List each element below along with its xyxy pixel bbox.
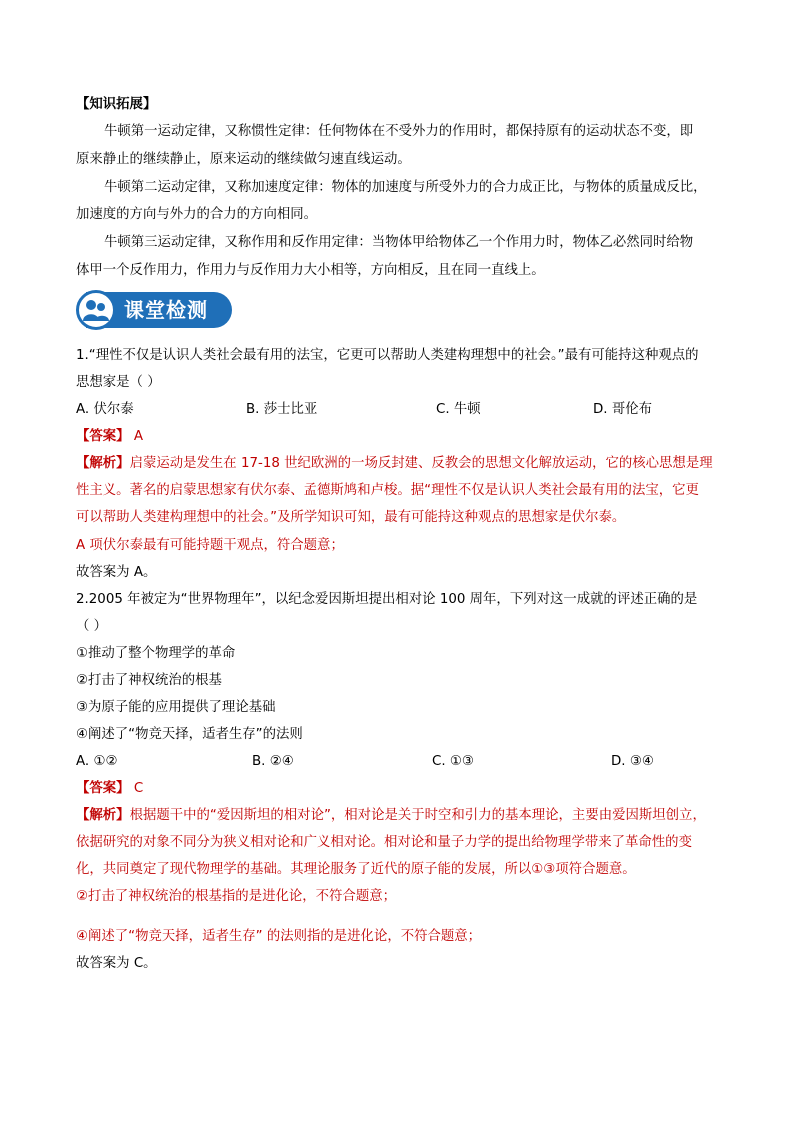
- q2-analysis-label: 【解析】: [76, 808, 130, 823]
- q1-conclusion: 故答案为 A。: [76, 565, 157, 580]
- law3-line1: 牛顿第三运动定律，又称作用和反作用定律：当物体甲给物体乙一个作用力时，物体乙必然同时给物: [104, 235, 694, 250]
- q2-option-b: B. ②④: [252, 754, 294, 769]
- q2-item-1: ①推动了整个物理学的革命: [76, 646, 236, 661]
- q2-conclusion: 故答案为 C。: [76, 956, 157, 971]
- q2-stem-line2: （ ）: [76, 619, 108, 634]
- q1-option-c: C. 牛顿: [436, 402, 481, 417]
- law2-line1: 牛顿第二运动定律，又称加速度定律：物体的加速度与所受外力的合力成正比，与物体的质量成反比，: [104, 180, 707, 195]
- q2-analysis-line5: ④阐述了“物竞天择，适者生存” 的法则指的是进化论，不符合题意；: [76, 929, 482, 944]
- q2-option-a: A. ①②: [76, 754, 118, 769]
- q2-analysis-line2: 依据研究的对象不同分为狭义相对论和广义相对论。相对论和量子力学的提出给物理学带来了革命性的变: [76, 835, 692, 850]
- q1-option-b: B. 莎士比亚: [246, 402, 318, 417]
- law3-line2: 体甲一个反作用力，作用力与反作用力大小相等，方向相反，且在同一直线上。: [76, 263, 545, 278]
- q2-analysis-text1: 根据题干中的“爱因斯坦的相对论”，相对论是关于时空和引力的基本理论，主要由爱因斯坦创立，: [129, 808, 706, 823]
- q1-stem-line1: 1.“理性不仅是认识人类社会最有用的法宝，它更可以帮助人类建构理想中的社会。”最有可能持这种观点的: [76, 348, 699, 363]
- q2-item-2: ②打击了神权统治的根基: [76, 673, 222, 688]
- law1-line1: 牛顿第一运动定律，又称惯性定律：任何物体在不受外力的作用时，都保持原有的运动状态不变，即: [104, 124, 694, 139]
- q2-analysis-line3: 化，共同奠定了现代物理学的基础。其理论服务了近代的原子能的发展，所以①③项符合题意。: [76, 862, 636, 877]
- q1-stem-line2: 思想家是（ ）: [76, 375, 161, 390]
- q1-analysis-line3: 可以帮助人类建构理想中的社会。”及所学知识可知，最有可能持这种观点的思想家是伏尔泰。: [76, 510, 626, 525]
- q2-option-d: D. ③④: [611, 754, 654, 769]
- law1-line2: 原来静止的继续静止，原来运动的继续做匀速直线运动。: [76, 152, 411, 167]
- q1-analysis-line2: 性主义。著名的启蒙思想家有伏尔泰、孟德斯鸠和卢梭。据“理性不仅是认识人类社会最有用的法宝，它更: [76, 483, 699, 498]
- q1-option-a: A. 伏尔泰: [76, 402, 134, 417]
- q1-answer: [76, 428, 143, 446]
- q2-analysis-line1: [76, 807, 706, 825]
- q1-answer-label: 【答案】: [76, 429, 130, 444]
- people-icon: [76, 290, 116, 330]
- section-title: 课堂检测: [124, 298, 208, 322]
- q1-analysis-text1: 启蒙运动是发生在 17-18 世纪欧洲的一场反封建、反教会的思想文化解放运动，它的核心思想是理: [129, 456, 713, 471]
- q1-option-d: D. 哥伦布: [593, 402, 652, 417]
- knowledge-heading: 【知识拓展】: [76, 97, 157, 112]
- q1-analysis-line1: [76, 455, 713, 473]
- q1-analysis-line4: A 项伏尔泰最有可能持题干观点，符合题意；: [76, 538, 344, 553]
- q2-item-4: ④阐述了“物竞天择，适者生存”的法则: [76, 727, 303, 742]
- q1-answer-value: A: [133, 429, 143, 444]
- q2-option-c: C. ①③: [432, 754, 474, 769]
- law2-line2: 加速度的方向与外力的合力的方向相同。: [76, 207, 318, 222]
- q2-answer: [76, 780, 143, 798]
- q2-analysis-line4: ②打击了神权统治的根基指的是进化论，不符合题意；: [76, 889, 396, 904]
- q2-item-3: ③为原子能的应用提供了理论基础: [76, 700, 276, 715]
- q2-answer-label: 【答案】: [76, 781, 130, 796]
- q2-answer-value: C: [133, 781, 144, 796]
- q2-stem-line1: 2.2005 年被定为“世界物理年”，以纪念爱因斯坦提出相对论 100 周年，下列对这一成就的评述正确的是: [76, 592, 698, 607]
- q1-analysis-label: 【解析】: [76, 456, 130, 471]
- section-banner: [76, 290, 234, 330]
